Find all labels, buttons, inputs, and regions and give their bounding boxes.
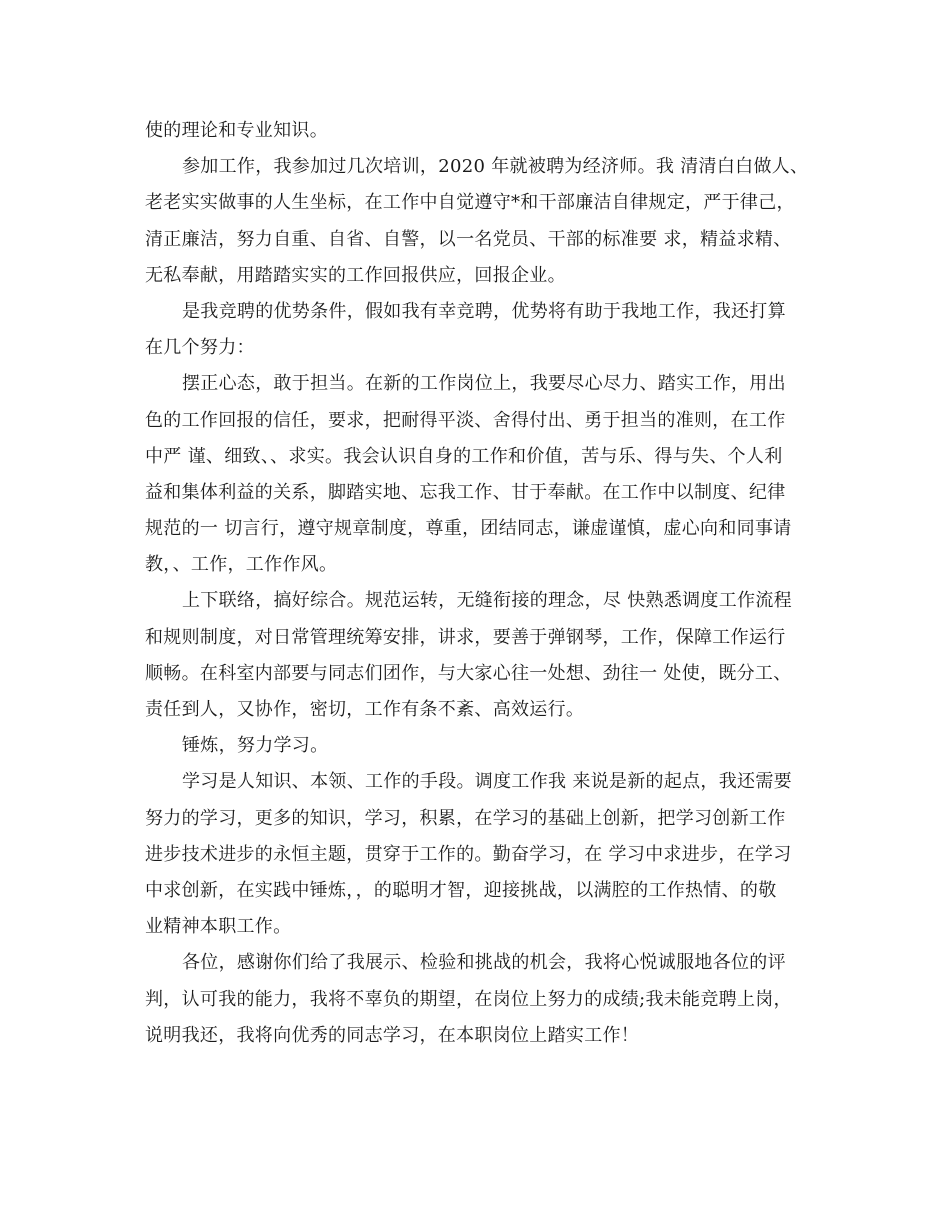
paragraph-first-line: 学习是人知识、本领、工作的手段。调度工作我 来说是新的起点，我还需要 xyxy=(182,771,792,793)
text-line: 益和集体利益的关系，脚踏实地、忘我工作、甘于奉献。在工作中以制度、纪律 xyxy=(145,481,786,503)
paragraph-first-line: 参加工作，我参加过几次培训，2020 年就被聘为经济师。我 清清白白做人、 xyxy=(182,156,809,178)
paragraph-first-line: 摆正心态，敢于担当。在新的工作岗位上，我要尽心尽力、踏实工作，用出 xyxy=(182,373,786,395)
text-line: 进步技术进步的永恒主题，贯穿于工作的。勤奋学习，在 学习中求进步，在学习 xyxy=(145,843,792,865)
text-line: 老老实实做事的人生坐标，在工作中自觉遵守*和干部廉洁自律规定，严于律己， xyxy=(145,192,795,214)
text-line: 责任到人，又协作，密切，工作有条不紊、高效运行。 xyxy=(145,699,585,720)
text-line: 业精神本职工作。 xyxy=(145,916,292,938)
text-line: 色的工作回报的信任，要求，把耐得平淡、舍得付出、勇于担当的准则，在工作 xyxy=(145,409,786,431)
text-line: 努力的学习，更多的知识，学习，积累，在学习的基础上创新，把学习创新工作 xyxy=(145,807,786,829)
document-body xyxy=(145,113,809,1054)
text-line: 无私奉献，用踏踏实实的工作回报供应，回报企业。 xyxy=(145,264,566,286)
text-line: 教，、工作，工作作风。 xyxy=(145,554,338,576)
text-line: 规范的一 切言行，遵守规章制度，尊重，团结同志，谦虚谨慎，虚心向和同事请 xyxy=(145,518,792,540)
text-line: 判，认可我的能力，我将不辜负的期望，在岗位上努力的成绩;我未能竞聘上岗， xyxy=(145,988,792,1010)
text-line: 在几个努力： xyxy=(145,337,255,359)
text-line: 中严 谨、细致、、求实。我会认识自身的工作和价值，苦与乐、得与失、个人利 xyxy=(145,445,783,467)
text-line: 和规则制度，对日常管理统筹安排，讲求，要善于弹钢琴，工作，保障工作运行 xyxy=(145,626,786,648)
text-line: 中求创新，在实践中锤炼，，的聪明才智，迎接挑战，以满腔的工作热情、的敬 xyxy=(145,879,777,901)
text-line: 使的理论和专业知识。 xyxy=(145,120,328,141)
paragraph-first-line: 是我竞聘的优势条件，假如我有幸竞聘，优势将有助于我地工作，我还打算 xyxy=(182,300,786,322)
paragraph-first-line: 各位，感谢你们给了我展示、检验和挑战的机会，我将心悦诚服地各位的评 xyxy=(182,952,786,974)
text-line: 清正廉洁，努力自重、自省、自警，以一名党员、干部的标准要 求，精益求精、 xyxy=(145,228,792,250)
text-line: 说明我还，我将向优秀的同志学习，在本职岗位上踏实工作！ xyxy=(145,1024,640,1046)
paragraph-first-line: 锤炼，努力学习。 xyxy=(182,735,329,757)
text-line: 顺畅。在科室内部要与同志们团作，与大家心往一处想、劲往一 处使，既分工、 xyxy=(145,662,792,684)
paragraph-first-line: 上下联络，搞好综合。规范运转，无缝衔接的理念，尽 快熟悉调度工作流程 xyxy=(182,590,792,612)
